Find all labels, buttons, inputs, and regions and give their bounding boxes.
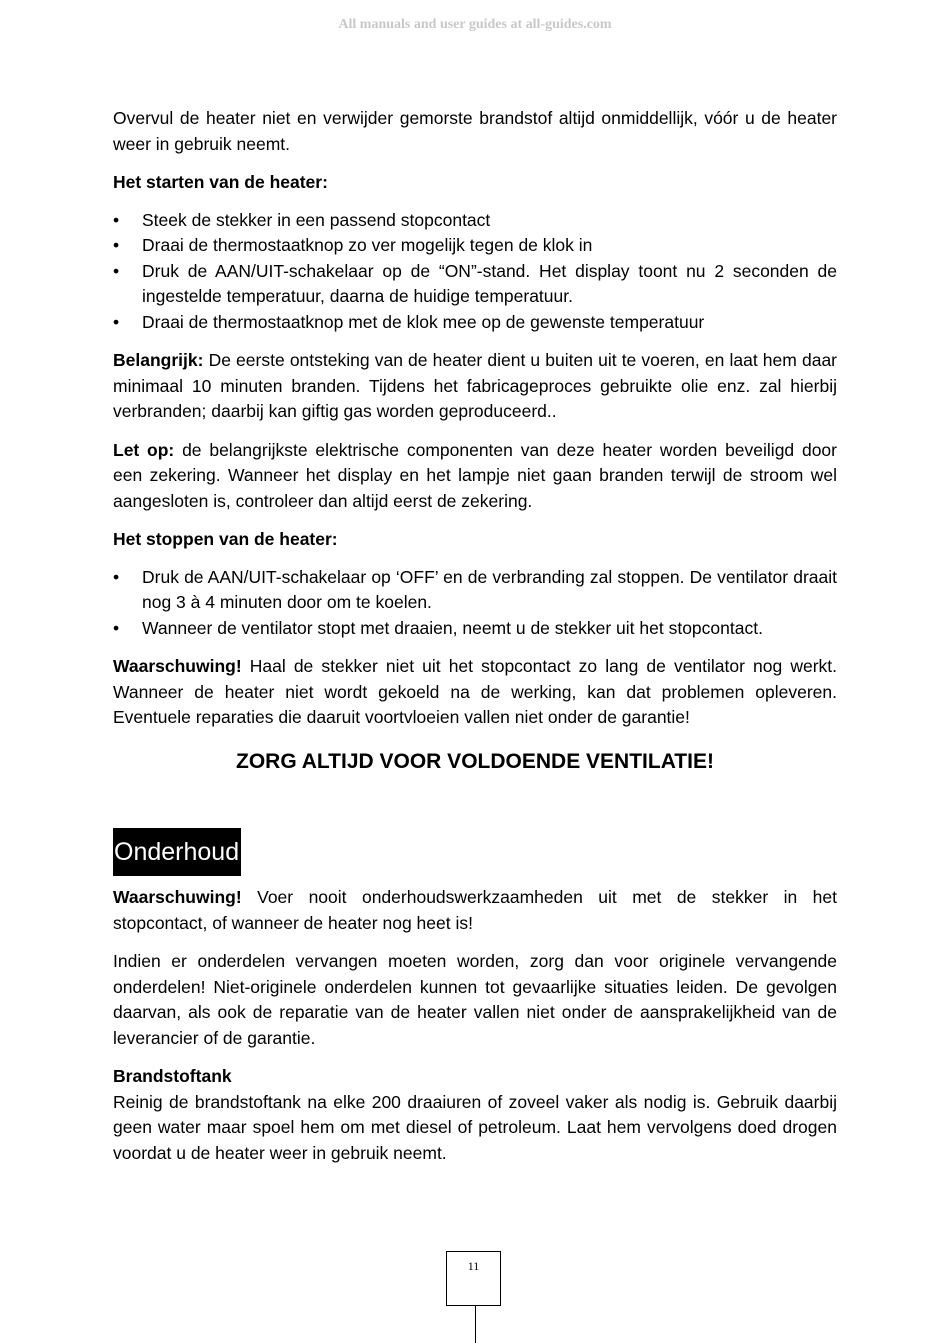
ventilation-warning: ZORG ALTIJD VOOR VOLDOENDE VENTILATIE! [236, 749, 714, 773]
maintenance-warning-paragraph [113, 885, 837, 936]
stop-heading: Het stoppen van de heater: [113, 529, 338, 549]
bullet-icon: • [113, 209, 120, 230]
note-text: de belangrijkste elektrische componenten van deze heater worden beveiligd door een zekering. Wanneer het display en het lampje niet gaan branden terwijl de stroom wel aangesloten is, controleer dan altijd eerst de zekering. [113, 439, 837, 511]
important-text: De eerste ontsteking van de heater dient u buiten uit te voeren, en laat hem daar minimaal 10 minuten branden. Tijdens het fabricageproces gebruikte olie enz. zal hierbij verbranden; daarbij kan giftig gas worden geproduceerd.. [113, 350, 837, 421]
note-paragraph [113, 438, 837, 515]
important-label: Belangrijk: [113, 350, 204, 370]
list-item: • Draai de thermostaatknop zo ver mogelijk tegen de klok in [113, 233, 837, 259]
stop-list [113, 565, 837, 642]
warning-label: Waarschuwing! [113, 656, 242, 676]
maintenance-warning-text: Voer nooit onderhoudswerkzaamheden uit met de stekker in het stopcontact, of wanneer de heater nog heet is! [113, 887, 837, 933]
page-number: 11 [446, 1251, 501, 1306]
tank-paragraph: Reinig de brandstoftank na elke 200 draaiuren of zoveel vaker als nodig is. Gebruik daarbij geen water maar spoel hem om met diesel of petroleum. Laat hem vervolgens doed drogen voordat u de heater weer in gebruik neemt. [113, 1091, 837, 1163]
warning-paragraph [113, 654, 837, 731]
start-heading: Het starten van de heater: [113, 172, 328, 192]
section-title-maintenance: Onderhoud [113, 828, 241, 876]
bullet-icon: • [113, 260, 120, 281]
list-item: • Wanneer de ventilator stopt met draaien, neemt u de stekker uit het stopcontact. [113, 616, 837, 642]
intro-paragraph: Overvul de heater niet en verwijder gemorste brandstof altijd onmiddellijk, vóór u de heater weer in gebruik neemt. [113, 108, 837, 154]
list-item: • Druk de AAN/UIT-schakelaar op ‘OFF’ en de verbranding zal stoppen. De ventilator draait nog 3 à 4 minuten door om te koelen. [113, 566, 837, 612]
tank-heading: Brandstoftank [113, 1066, 232, 1086]
list-item: • Draai de thermostaatknop met de klok mee op de gewenste temperatuur [113, 310, 837, 336]
warning-text: Haal de stekker niet uit het stopcontact zo lang de ventilator nog werkt. Wanneer de heater niet wordt gekoeld na de werking, kan dat problemen opleveren. Eventuele reparaties die daaruit voortvloeien vallen niet onder de garantie! [113, 656, 837, 727]
note-label: Let op: [113, 439, 175, 460]
bullet-icon: • [113, 311, 120, 332]
start-list [113, 208, 837, 336]
list-item: • Steek de stekker in een passend stopcontact [113, 208, 837, 234]
bullet-icon: • [113, 566, 120, 587]
bullet-icon: • [113, 235, 120, 255]
list-item: • Druk de AAN/UIT-schakelaar op de “ON”-stand. Het display toont nu 2 seconden de ingestelde temperatuur, daarna de huidige temperatuur. [113, 260, 837, 306]
watermark: All manuals and user guides at all-guides.com [338, 17, 612, 32]
maintenance-warning-label: Waarschuwing! [113, 887, 242, 907]
bullet-icon: • [113, 617, 120, 638]
document-body [113, 106, 837, 1179]
parts-paragraph: Indien er onderdelen vervangen moeten worden, zorg dan voor originele vervangende onderdelen! Niet-originele onderdelen kunnen tot gevaarlijke situaties leiden. De gevolgen daarvan, als ook de reparatie van de heater vallen niet onder de aansprakelijkheid van de leverancier of de garantie. [113, 951, 837, 1048]
page-number-line [475, 1306, 476, 1343]
important-paragraph [113, 348, 837, 425]
